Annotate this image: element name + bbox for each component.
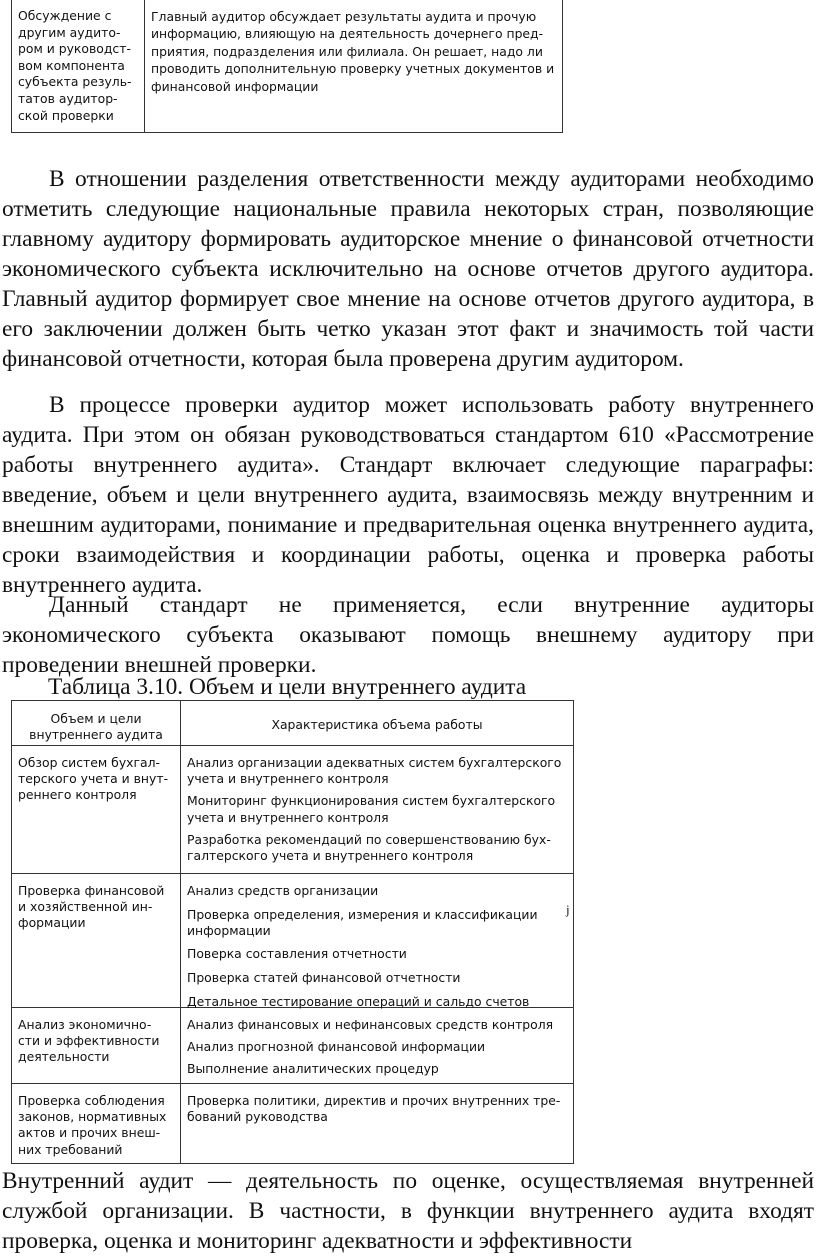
text-line: учета и внутреннего контроля — [187, 771, 389, 787]
list-item — [187, 1093, 567, 1125]
list-item: Анализ средств организации — [187, 883, 379, 898]
paragraph-responsibility: В отношении разделения ответственности между аудиторами необходимо отметить следующие национальные правила некоторых стран, позволяющие главному аудитору формировать аудиторское мнение о финансовой отчетности экономического субъекта исключительно на основе отчетов другого аудитора. Главный аудитор формирует свое мнение на основе отчетов другого аудитора, в его заключении должен быть четко указан этот факт и значимость той части финансовой отчетности, которая была проверена другим аудитором. — [2, 166, 814, 372]
list-item: Поверка составления отчетности — [187, 945, 407, 961]
text-line: ской проверки — [18, 107, 114, 123]
characteristic-cell — [181, 1084, 573, 1131]
stray-mark: j — [566, 902, 570, 917]
table-row — [12, 1084, 573, 1163]
text-line: Проверка определения, измерения и классификации — [187, 907, 538, 923]
text-line: Проверка политики, директив и прочих внутренних тре- — [187, 1093, 561, 1108]
top-table-left-cell — [12, 0, 145, 132]
scope-table — [11, 700, 574, 1164]
scope-cell — [12, 874, 181, 1007]
top-table — [11, 0, 563, 133]
text-line: проводить дополнительную проверку учетных документов и — [151, 61, 555, 77]
characteristic-cell — [181, 746, 573, 870]
table-row — [12, 874, 573, 1008]
text-line: терского учета и внут- — [18, 771, 169, 787]
text-line: учета и внутреннего контроля — [187, 809, 389, 825]
text-line: Главный аудитор обсуждает результаты аудита и прочую — [151, 9, 537, 24]
table-row — [12, 746, 573, 874]
list-item: Проверка статей финансовой отчетности — [187, 969, 461, 985]
text-line: Анализ организации адекватных систем бухгалтерского — [187, 755, 562, 770]
text-line: Проверка финансовой — [18, 883, 165, 898]
list-item: Детальное тестирование операций и сальдо счетов — [187, 994, 530, 1010]
list-item — [187, 755, 567, 787]
paragraph-internal-audit-standard: В процессе проверки аудитор может использовать работу внутреннего аудита. При этом он обязан руководствоваться стандартом 610 «Рассмотрение работы внутреннего аудита». Стандарт включает следующие параграфы: введение, объем и цели внутреннего аудита, взаимосвязь между внутренним и внешним аудиторами, понимание и предварительная оценка внутреннего аудита, сроки взаимодействия и координации работы, оценка и проверка работы внутреннего аудита. — [2, 392, 814, 598]
list-item — [187, 832, 567, 864]
text-line: Анализ экономичнo- — [18, 1017, 152, 1032]
list-item: Анализ прогнозной финансовой информации — [187, 1039, 486, 1055]
text-line: бований руководства — [187, 1109, 328, 1125]
list-item — [187, 907, 567, 939]
text-line: информации — [187, 923, 271, 939]
text-line: информацию, влияющую на деятельность дочернего пред- — [151, 26, 544, 42]
header-scope-cell — [12, 701, 181, 745]
text-line: внутреннего аудита — [29, 727, 163, 743]
text-line: них требований — [18, 1141, 123, 1157]
text-line: актов и прочих внеш- — [18, 1125, 161, 1141]
text-line: Мониторинг функционирования систем бухгалтерского — [187, 793, 556, 809]
text-line: Разработка рекомендаций по совершенствованию бух- — [187, 831, 551, 847]
text-line: финансовой информации — [151, 78, 319, 94]
list-item — [187, 793, 567, 825]
text-line: галтерского учета и внутреннего контроля — [187, 848, 474, 864]
text-line: Проверка соблюдения — [18, 1093, 165, 1108]
table-caption: Таблица 3.10. Объем и цели внутреннего аудита — [48, 674, 527, 700]
text-line: приятия, подразделения или филиала. Он решает, надо ли — [151, 43, 543, 59]
text-line: татов аудитор- — [18, 90, 118, 106]
header-characteristic-cell: Характеристика объема работы — [271, 717, 483, 732]
text-line: формации — [18, 915, 86, 931]
text-line: и хозяйственной ин- — [18, 899, 153, 915]
text-line: Обсуждение с — [18, 8, 112, 23]
top-table-right-cell — [145, 0, 562, 132]
list-item: Выполнение аналитических процедур — [187, 1061, 439, 1077]
table-header-row — [12, 701, 573, 746]
text-line: другим аудито- — [18, 24, 121, 40]
text-line: субъекта резуль- — [18, 74, 132, 90]
text-line: реннего контроля — [18, 787, 137, 803]
characteristic-cell — [181, 874, 573, 1018]
text-line: сти и эффективности — [18, 1033, 160, 1049]
text-line: ром и руководст- — [18, 41, 131, 57]
paragraph-standard-scope: Данный стандарт не применяется, если внутренние аудиторы экономического субъекта оказывают помощь внешнему аудитору при проведении внешней проверки. — [2, 592, 814, 678]
list-item: Анализ финансовых и нефинансовых средств контроля — [187, 1017, 554, 1032]
characteristic-cell — [181, 1008, 573, 1084]
text-line: деятельности — [18, 1049, 110, 1065]
scope-cell — [12, 1084, 181, 1163]
table-row — [12, 1008, 573, 1084]
scope-cell — [12, 1008, 181, 1083]
scope-cell — [12, 746, 181, 873]
text-line: законов, нормативных — [18, 1109, 167, 1125]
text-line: Обзор систем бухгал- — [18, 755, 160, 770]
paragraph-internal-audit-definition: Внутренний аудит — деятельность по оценке, осуществляемая внутренней службой организации. В частности, в функции внутреннего аудита входят проверка, оценка и мониторинг адекватности и эффективности — [2, 1168, 814, 1254]
text-line: вом компонента — [18, 57, 125, 73]
text-line: Объем и цели — [50, 711, 142, 726]
